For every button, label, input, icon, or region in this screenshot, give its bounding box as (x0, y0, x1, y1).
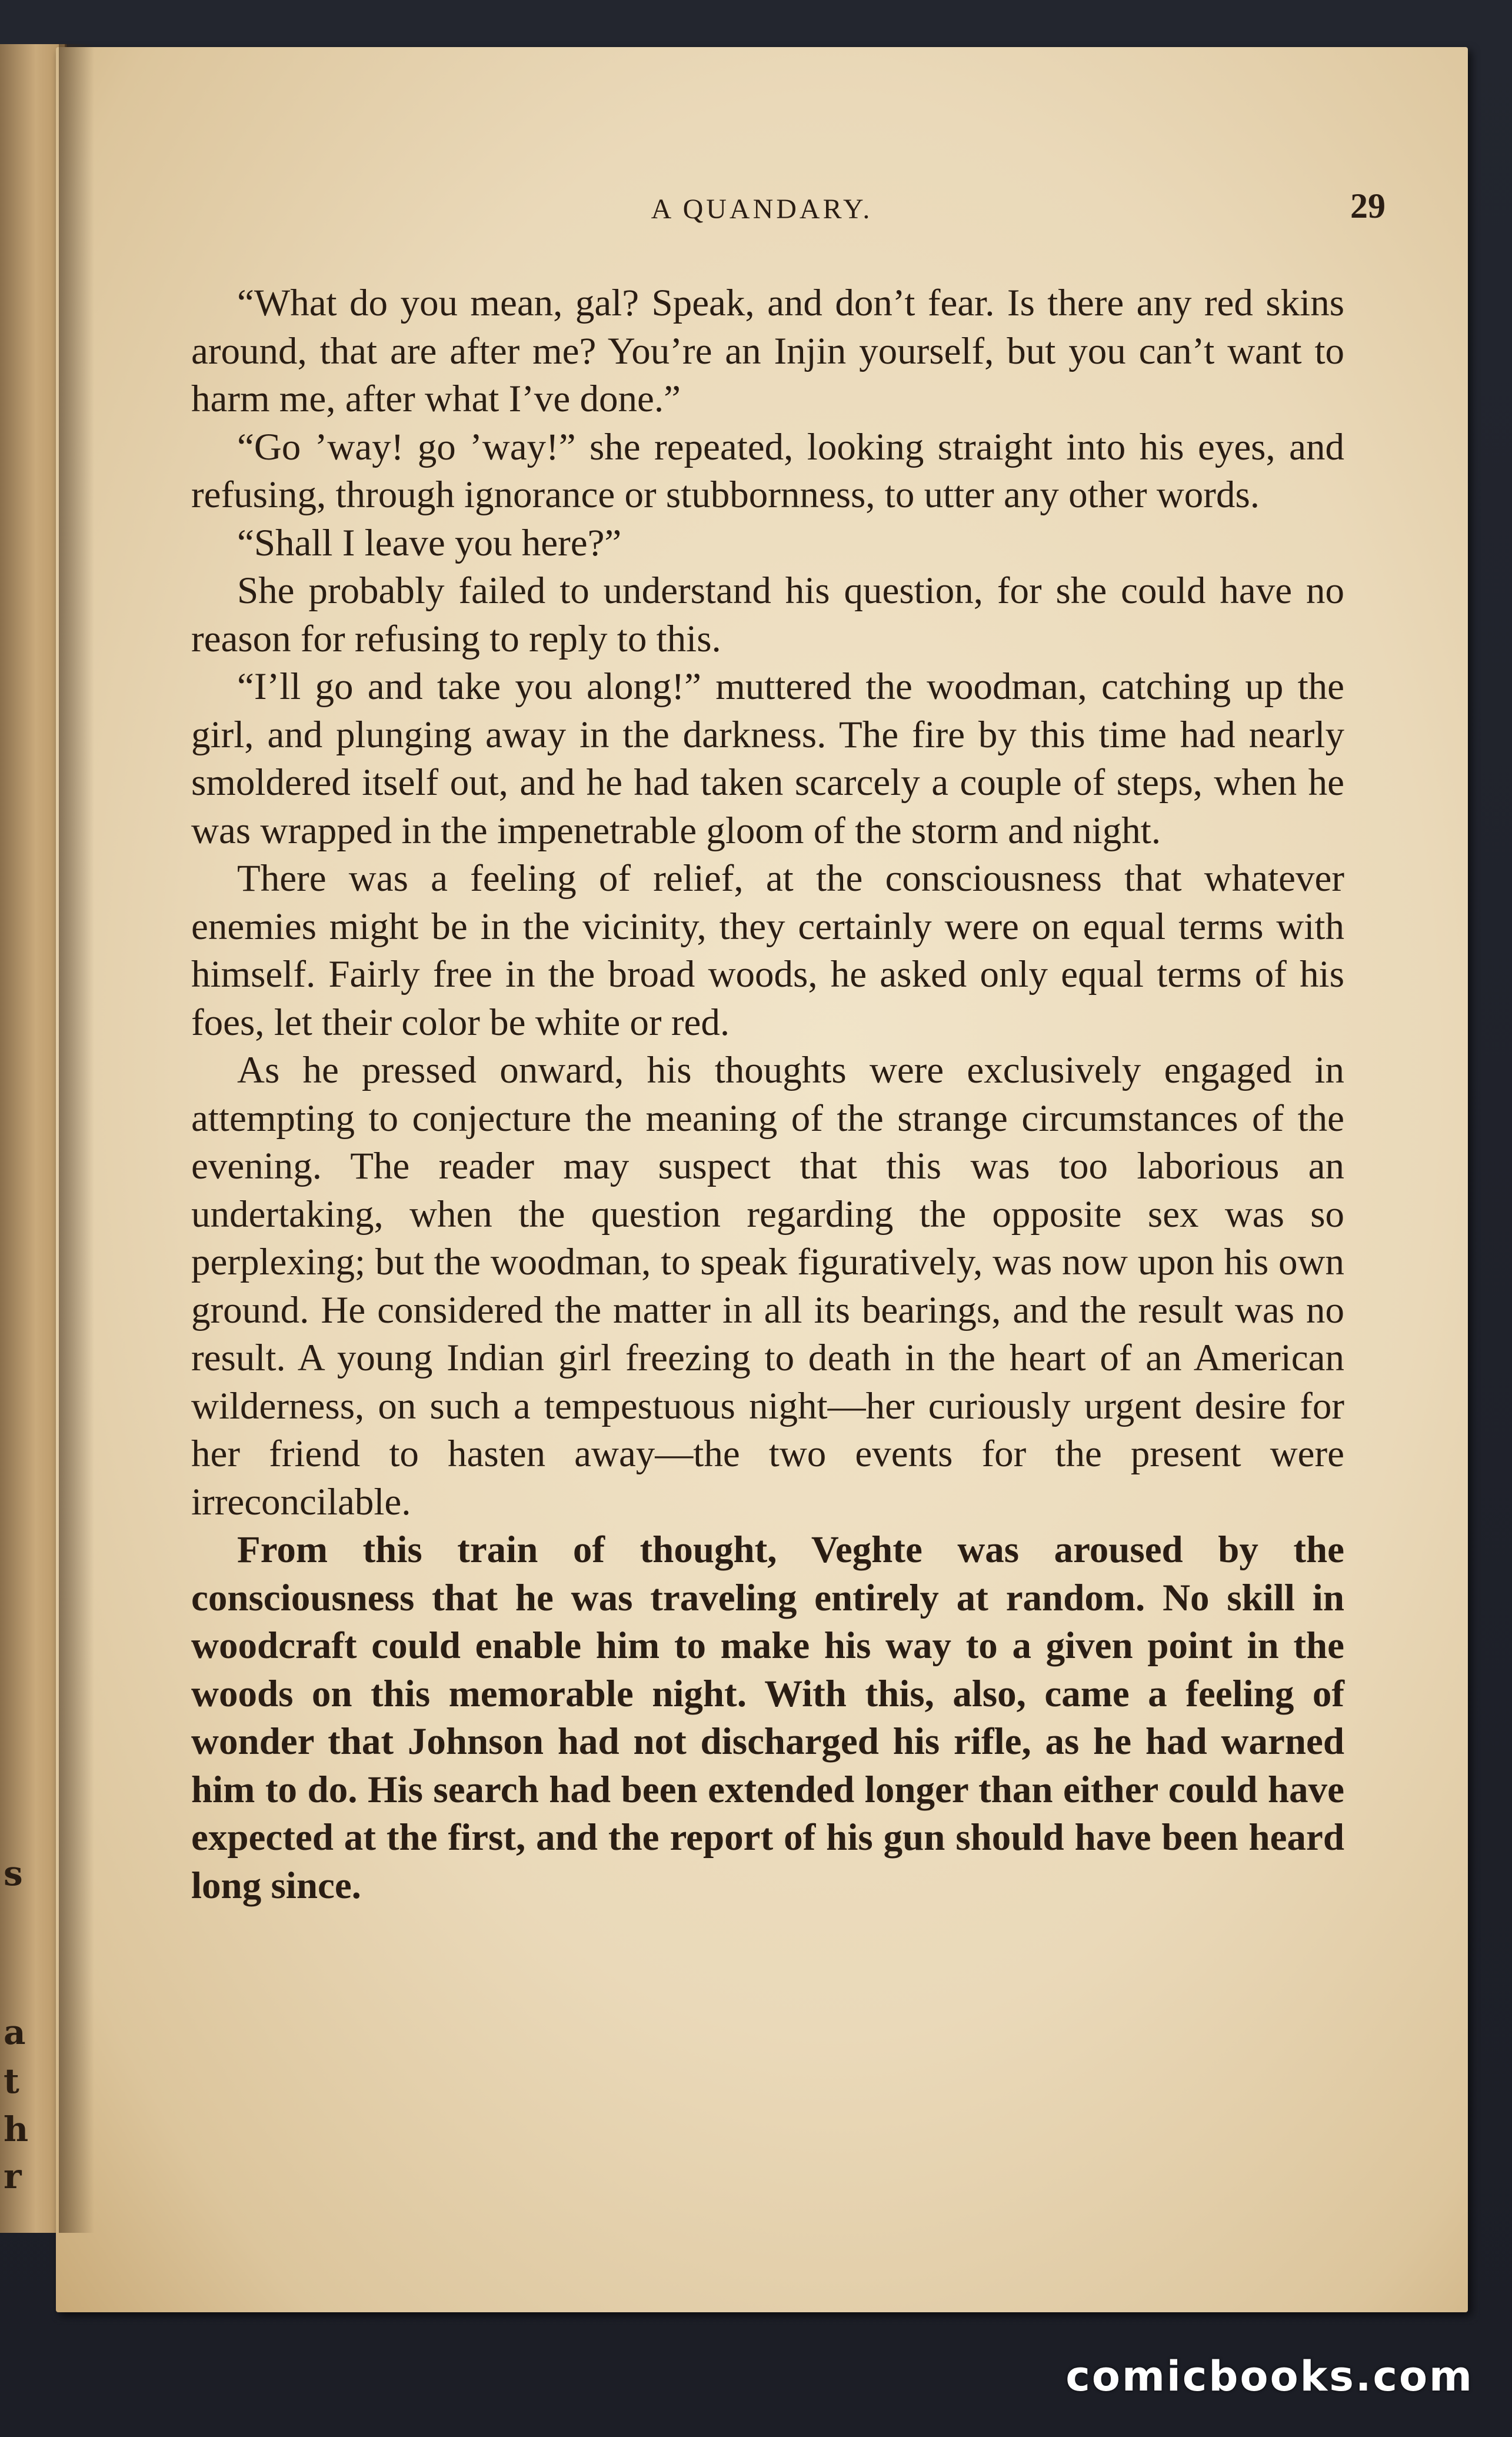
paragraph: “Go ’way! go ’way!” she repeated, looking straight into his eyes, and refusing, through ignorance or stubbornness, to utter any other words. (191, 425, 1344, 516)
paragraph: She probably failed to understand his question, for she could have no reason for refusing to reply to this. (191, 570, 1344, 660)
book-page (56, 47, 1468, 2312)
left-page-fragment: t (4, 2061, 19, 2101)
left-page-fragment: r (4, 2156, 22, 2196)
paragraph: “Shall I leave you here?” (237, 521, 622, 564)
body-text (191, 279, 1344, 1910)
page-gutter-shadow (59, 44, 94, 2233)
paragraph: From this train of thought, Veghte was aroused by the consciousness that he was traveling entirely at random. No skill in woodcraft could enable him to make his way to a given point in the woods on this memorable night. With this, also, came a feeling of wonder that Johnson had not discharged his rifle, as he had warned him to do. His search had been extended longer than either could have expected at the first, and the report of his gun should have been heard long since. (191, 1529, 1344, 1907)
paragraph: As he pressed onward, his thoughts were exclusively engaged in attempting to conjecture the meaning of the strange circumstances of the evening. The reader may suspect that this was too laborious an undertaking, when the question regarding the opposite sex was so perplexing; but the woodman, to speak figuratively, was now upon his own ground. He considered the matter in all its bearings, and the result was no result. A young Indian girl freezing to death in the heart of an American wilderness, on such a tempestuous night—her curiously urgent desire for her friend to hasten away—the two events for the present were irreconcilable. (191, 1049, 1344, 1523)
page-number: 29 (1350, 187, 1386, 225)
left-page-fragment: a (4, 2012, 26, 2052)
left-page-fragment: h (4, 2109, 29, 2149)
watermark: comicbooks.com (1065, 2352, 1474, 2401)
paragraph: “I’ll go and take you along!” muttered the woodman, catching up the girl, and plunging away in the darkness. The fire by this time had nearly smoldered itself out, and he had taken scarcely a couple of steps, when he was wrapped in the impenetrable gloom of the storm and night. (191, 665, 1344, 852)
running-head (56, 187, 1468, 240)
paragraph: There was a feeling of relief, at the consciousness that whatever enemies might be in the vicinity, they certainly were on equal terms with himself. Fairly free in the broad woods, he asked only equal terms of his foes, let their color be white or red. (191, 857, 1344, 1044)
chapter-title: A QUANDARY. (651, 194, 873, 225)
paragraph: “What do you mean, gal? Speak, and don’t fear. Is there any red skins around, that are after me? You’re an Injin yourself, but you can’t want to harm me, after what I’ve done.” (191, 282, 1344, 420)
left-page-fragment: s (4, 1853, 23, 1893)
